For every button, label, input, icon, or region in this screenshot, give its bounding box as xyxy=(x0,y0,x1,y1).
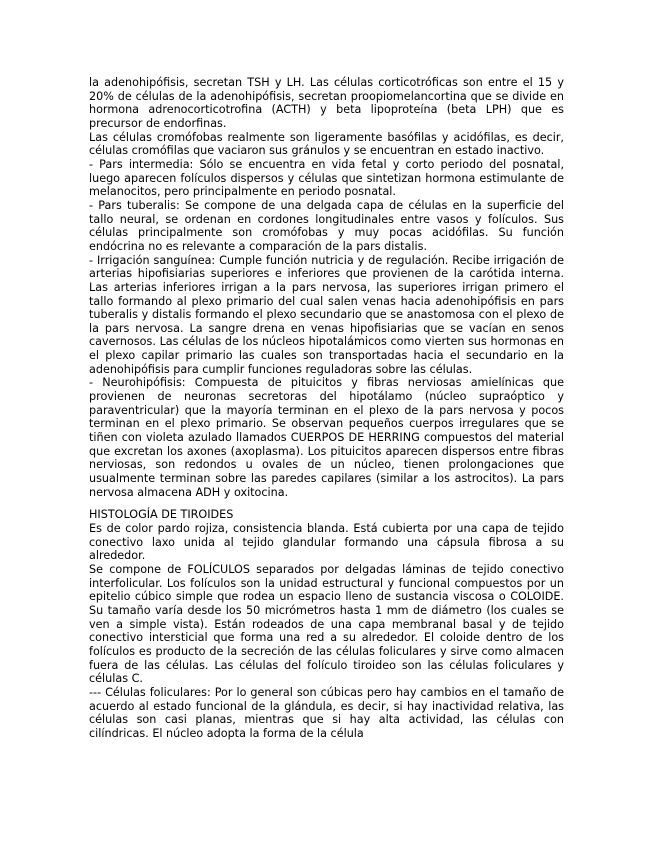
paragraph-chromophobe-cells: Las células cromófobas realmente son ligeramente basófilas y acidófilas, es decir, células cromófilas que vaciaron sus gránulos y se encuentran en estado inactivo. xyxy=(89,130,564,158)
paragraph-pars-tuberalis: - Pars tuberalis: Se compone de una delgada capa de células en la superficie del tallo neural, se ordenan en cordones longitudinales entre vasos y folículos. Sus células principalmente son cromófobas y muy pocas acidófilas. Su función endócrina no es relevante a comparación de la pars distalis. xyxy=(89,198,564,253)
paragraph-irrigation: - Irrigación sanguínea: Cumple función nutricia y de regulación. Recibe irrigación de arterias hipofisiarias superiores e inferiores que provienen de la carótida interna. Las arterias inferiores irrigan a la pars nervosa, las superiores irrigan primero el tallo formando al plexo primario del cual salen venas hacia adenohipófisis en pars tuberalis y distalis formando el plexo secundario que se anastomosa con el plexo de la pars nervosa. La sangre drena en venas hipofisiarias que se vacían en senos cavernosos. Las células de los núcleos hipotalámicos como vierten sus hormonas en el plexo capilar primario las cuales son transportadas hacia el secundario en la adenohipófisis para cumplir funciones reguladoras sobre las células. xyxy=(89,253,564,376)
paragraph-thyroid-description: Es de color pardo rojiza, consistencia blanda. Está cubierta por una capa de tejido conectivo laxo unida al tejido glandular formando una cápsula fibrosa a su alrededor. xyxy=(89,522,564,563)
paragraph-follicular-cells: --- Células foliculares: Por lo general son cúbicas pero hay cambios en el tamaño de acuerdo al estado funcional de la glándula, es decir, si hay inactividad relativa, las células son casi planas, mientras que si hay alta actividad, las células con cilíndricas. El núcleo adopta la forma de la célula xyxy=(89,685,564,740)
paragraph-adenohipofisis-cells: la adenohipófisis, secretan TSH y LH. Las células corticotróficas son entre el 15 y 20% de células de la adenohipófisis, secretan proopiomelancortina que se divide en hormona adrenocorticotrofina (ACTH) y beta lipoproteína (beta LPH) que es precursor de endorfinas. xyxy=(89,76,564,130)
paragraph-neurohipofisis: - Neurohipófisis: Compuesta de pituicitos y fibras nerviosas amielínicas que provienen de neuronas secretoras del hipotálamo (núcleo supraóptico y paraventricular) que la mayoría terminan en el plexo de la pars nervosa y pocos terminan en el plexo primario. Se observan pequeños cuerpos irregulares que se tiñen con violeta azulado llamados CUERPOS DE HERRING compuestos del material que excretan los axones (axoplasma). Los pituicitos aparecen dispersos entre fibras nerviosas, son redondos u ovales de un núcleo, tienen prolongaciones que usualmente terminan sobre las paredes capilares (similar a los astrocitos). La pars nervosa almacena ADH y oxitocina. xyxy=(89,376,564,499)
section-heading-tiroides: HISTOLOGÍA DE TIROIDES xyxy=(89,508,234,522)
paragraph-thyroid-follicles: Se compone de FOLÍCULOS separados por delgadas láminas de tejido conectivo interfolicular. Los folículos son la unidad estructural y funcional compuestos por un epitelio cúbico simple que rodea un espacio lleno de sustancia viscosa o COLOIDE. Su tamaño varía desde los 50 micrómetros hasta 1 mm de diámetro (los cuales se ven a simple vista). Están rodeados de una capa membranal basal y de tejido conectivo intersticial que forma una red a su alrededor. El coloide dentro de los folículos es producto de la secreción de las células foliculares y sirve como almacen fuera de las células. Las células del folículo tiroideo son las células foliculares y células C. xyxy=(89,562,564,686)
paragraph-pars-intermedia: - Pars intermedia: Sólo se encuentra en vida fetal y corto periodo del posnatal, luego aparecen folículos dispersos y células que sintetizan hormona estimulante de melanocitos, pero principalmente en periodo posnatal. xyxy=(89,157,564,199)
document-page xyxy=(89,76,564,741)
